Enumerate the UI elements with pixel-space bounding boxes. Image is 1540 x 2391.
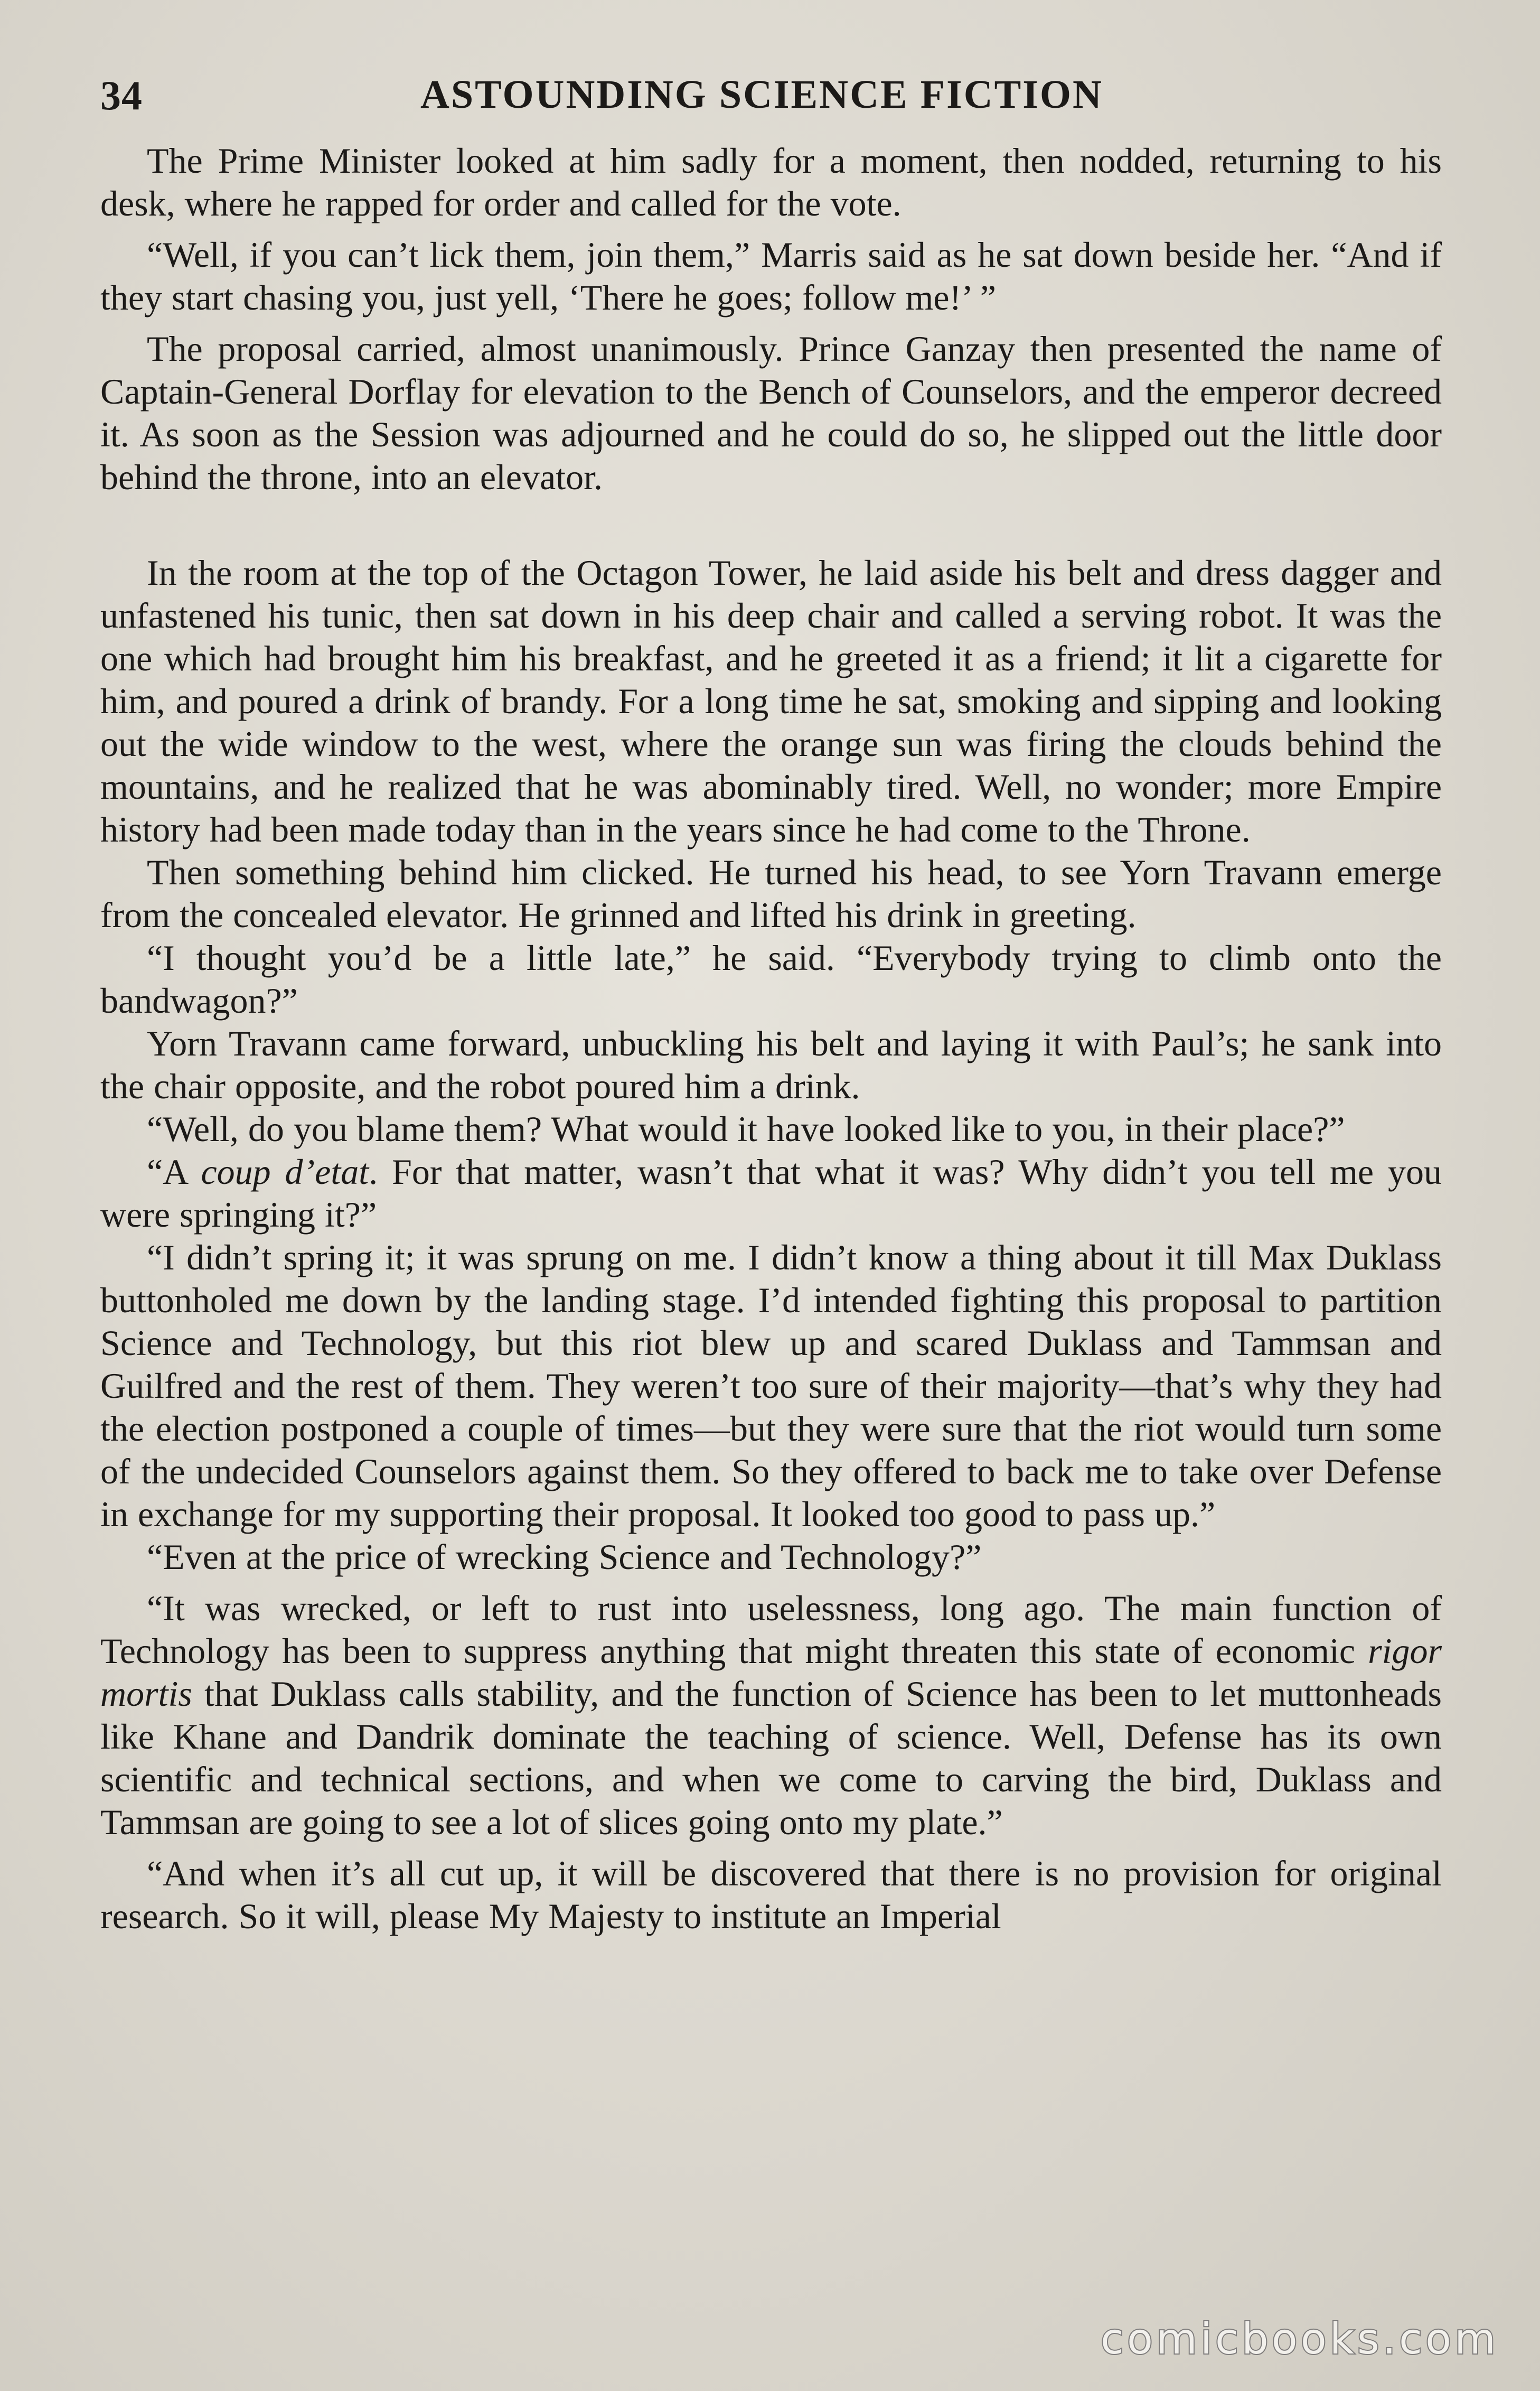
- paragraph: [100, 1151, 1442, 1236]
- paragraph: The proposal carried, almost unanimously. Prince Ganzay then presented the name of Captain-General Dorflay for elevation to the Bench of Counselors, and the emperor decreed it. As soon as the Session was adjourned and he could do so, he slipped out the little door behind the throne, into an elevator.: [100, 329, 1442, 497]
- paragraph: “I didn’t spring it; it was sprung on me. I didn’t know a thing about it till Max Duklass buttonholed me down by the landing stage. I’d intended fighting this proposal to partition Science and Technology, but this riot blew up and scared Duklass and Tammsan and Guilfred and the rest of them. They weren’t too sure of their majority—that’s why they had the election postponed a couple of times—but they were sure that the riot would turn some of the undecided Counselors against them. So they offered to back me to take over Defense in exchange for my supporting their proposal. It looked too good to pass up.”: [100, 1237, 1442, 1534]
- running-head: ASTOUNDING SCIENCE FICTION: [420, 72, 1103, 117]
- paragraph-text: that Duklass calls stability, and the function of Science has been to let muttonheads like Khane and Dandrik dominate the teaching of science. Well, Defense has its own scientific and technical sections, and when we come to carving the bird, Duklass and Tammsan are going to see a lot of slices going onto my plate.”: [100, 1674, 1442, 1842]
- italic-phrase: rigor mortis: [100, 1631, 1442, 1714]
- paragraph: “And when it’s all cut up, it will be discovered that there is no provision for original research. So it will, please My Majesty to institute an Imperial: [100, 1853, 1442, 1936]
- italic-phrase: coup d’etat: [201, 1152, 369, 1192]
- paragraph: In the room at the top of the Octagon Tower, he laid aside his belt and dress dagger and unfastened his tunic, then sat down in his deep chair and called a serving robot. It was the one which had brought him his breakfast, and he greeted it as a friend; it lit a cigarette for him, and poured a drink of brandy. For a long time he sat, smoking and sipping and looking out the wide window to the west, where the orange sun was firing the clouds behind the mountains, and he realized that he was abominably tired. Well, no wonder; more Empire history had been made today than in the years since he had come to the Throne.: [100, 553, 1442, 849]
- paragraph-text: “A: [147, 1152, 201, 1192]
- paragraph: [100, 1587, 1442, 1844]
- paragraph: The Prime Minister looked at him sadly for a moment, then nodded, returning to his desk, where he rapped for order and called for the vote.: [100, 141, 1442, 223]
- paragraph-text: . For that matter, wasn’t that what it was? Why didn’t you tell me you were springing it?”: [100, 1152, 1442, 1235]
- watermark: comicbooks.com: [1100, 2314, 1499, 2364]
- page-number: 34: [100, 72, 143, 118]
- page-header: [100, 72, 1442, 125]
- paragraph: “Well, do you blame them? What would it have looked like to you, in their place?”: [147, 1109, 1345, 1149]
- paragraph-text: “It was wrecked, or left to rust into uselessness, long ago. The main function of Technology has been to suppress anything that might threaten this state of economic: [100, 1588, 1442, 1671]
- paragraph: Then something behind him clicked. He turned his head, to see Yorn Travann emerge from the concealed elevator. He grinned and lifted his drink in greeting.: [100, 852, 1442, 935]
- body-text: [100, 139, 1442, 1938]
- paragraph: “I thought you’d be a little late,” he said. “Everybody trying to climb onto the bandwagon?”: [100, 938, 1442, 1021]
- paragraph: “Even at the price of wrecking Science and Technology?”: [147, 1537, 982, 1577]
- paragraph: Yorn Travann came forward, unbuckling his belt and laying it with Paul’s; he sank into the chair opposite, and the robot poured him a drink.: [100, 1023, 1442, 1106]
- paragraph: “Well, if you can’t lick them, join them,” Marris said as he sat down beside her. “And if they start chasing you, just yell, ‘There he goes; follow me!’ ”: [100, 235, 1442, 317]
